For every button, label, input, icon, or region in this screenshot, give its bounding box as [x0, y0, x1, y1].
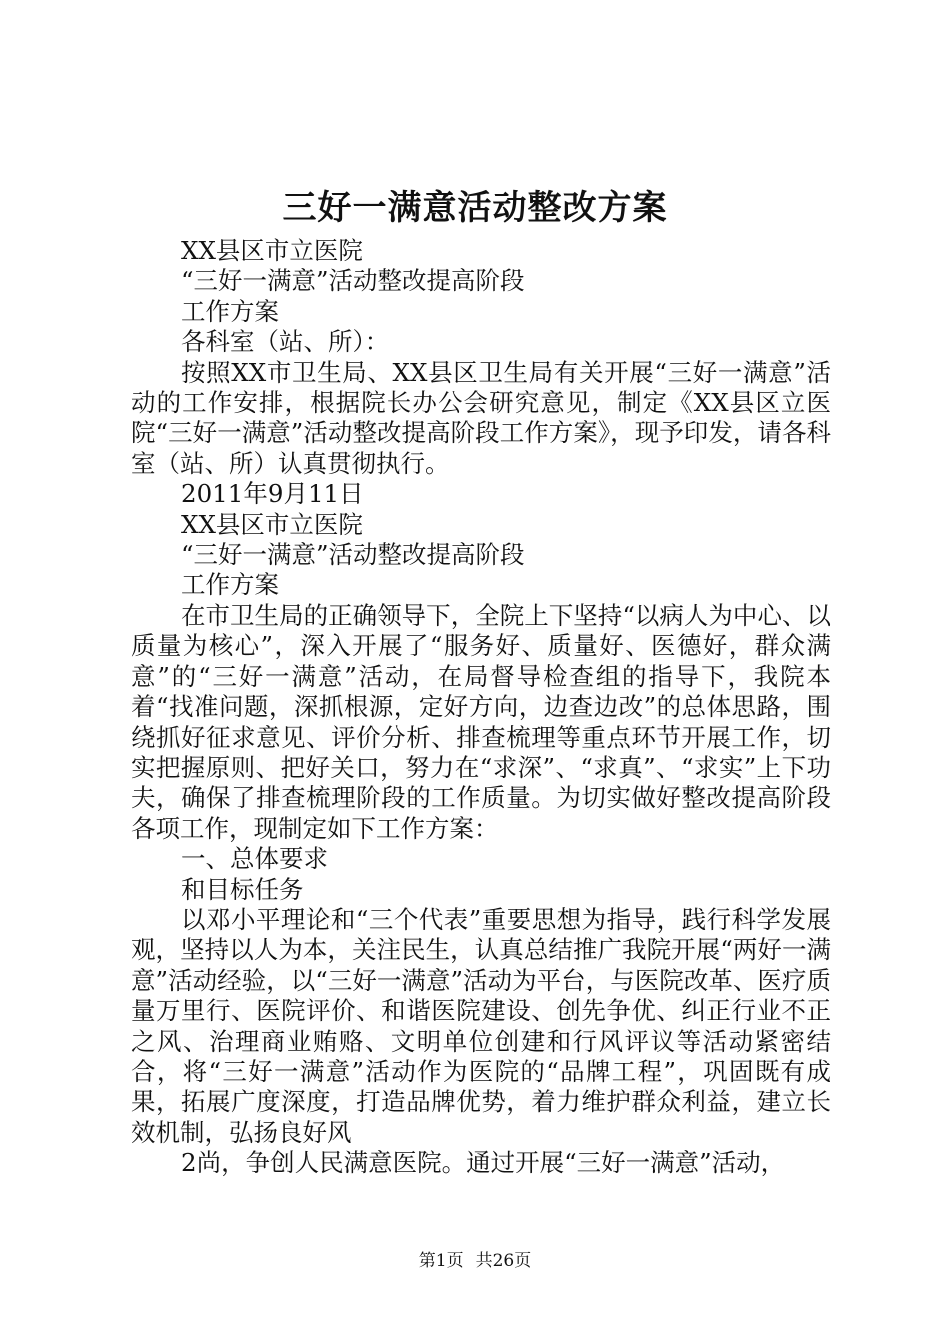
paragraph-stage-title-2: “三好一满意”活动整改提高阶段 — [181, 540, 525, 570]
paragraph-guiding-principles: 以邓小平理论和“三个代表”重要思想为指导，践行科学发展观，坚持以人为本，关注民生，认真总结推广我院开展“两好一满意”活动经验，以“三好一满意”活动为平台，与医院改革、医疗质量万里行、医院评价、和谐医院建设、创先争优、纠正行业不正之风、治理商业贿赂、文明单位创建和行风评议等活动紧密结合，将“三好一满意”活动作为医院的“品牌工程”，巩固既有成果，拓展广度深度，打造品牌优势，着力维护群众利益，建立长效机制，弘扬良好风 — [131, 904, 831, 1147]
page-total: 共26页 — [475, 1251, 532, 1271]
paragraph-notice: 按照XX市卫生局、XX县区卫生局有关开展“三好一满意”活动的工作安排，根据院长办公会研究意见，制定《XX县区立医院“三好一满意”活动整改提高阶段工作方案》，现予印发，请各科室（站、所）认真贯彻执行。 — [131, 357, 831, 478]
page-footer — [0, 1250, 950, 1272]
paragraph-continuation: 2尚，争创人民满意医院。通过开展“三好一满意”活动， — [181, 1148, 786, 1178]
page-number: 第1页 — [418, 1251, 464, 1271]
paragraph-section-heading-cont: 和目标任务 — [181, 874, 304, 904]
document-body — [131, 236, 831, 1179]
paragraph-hospital-name-2: XX县区市立医院 — [181, 509, 363, 539]
paragraph-section-heading: 一、总体要求 — [181, 844, 328, 874]
document-title: 三好一满意活动整改方案 — [282, 188, 668, 228]
paragraph-stage-title: “三好一满意”活动整改提高阶段 — [181, 266, 525, 296]
paragraph-plan-title: 工作方案 — [181, 296, 279, 326]
paragraph-introduction: 在市卫生局的正确领导下，全院上下坚持“以病人为中心、以质量为核心”，深入开展了“服务好、质量好、医德好，群众满意”的“三好一满意”活动，在局督导检查组的指导下，我院本着“找准问题，深抓根源，定好方向，边查边改”的总体思路，围绕抓好征求意见、评价分析、排查梳理等重点环节开展工作，切实把握原则、把好关口，努力在“求深”、“求真”、“求实”上下功夫，确保了排查梳理阶段的工作质量。为切实做好整改提高阶段各项工作，现制定如下工作方案： — [131, 600, 831, 843]
paragraph-date: 2011年9月11日 — [181, 479, 364, 509]
paragraph-addressee: 各科室（站、所）： — [181, 327, 390, 357]
paragraph-hospital-name: XX县区市立医院 — [181, 236, 363, 265]
paragraph-plan-title-2: 工作方案 — [181, 570, 279, 600]
